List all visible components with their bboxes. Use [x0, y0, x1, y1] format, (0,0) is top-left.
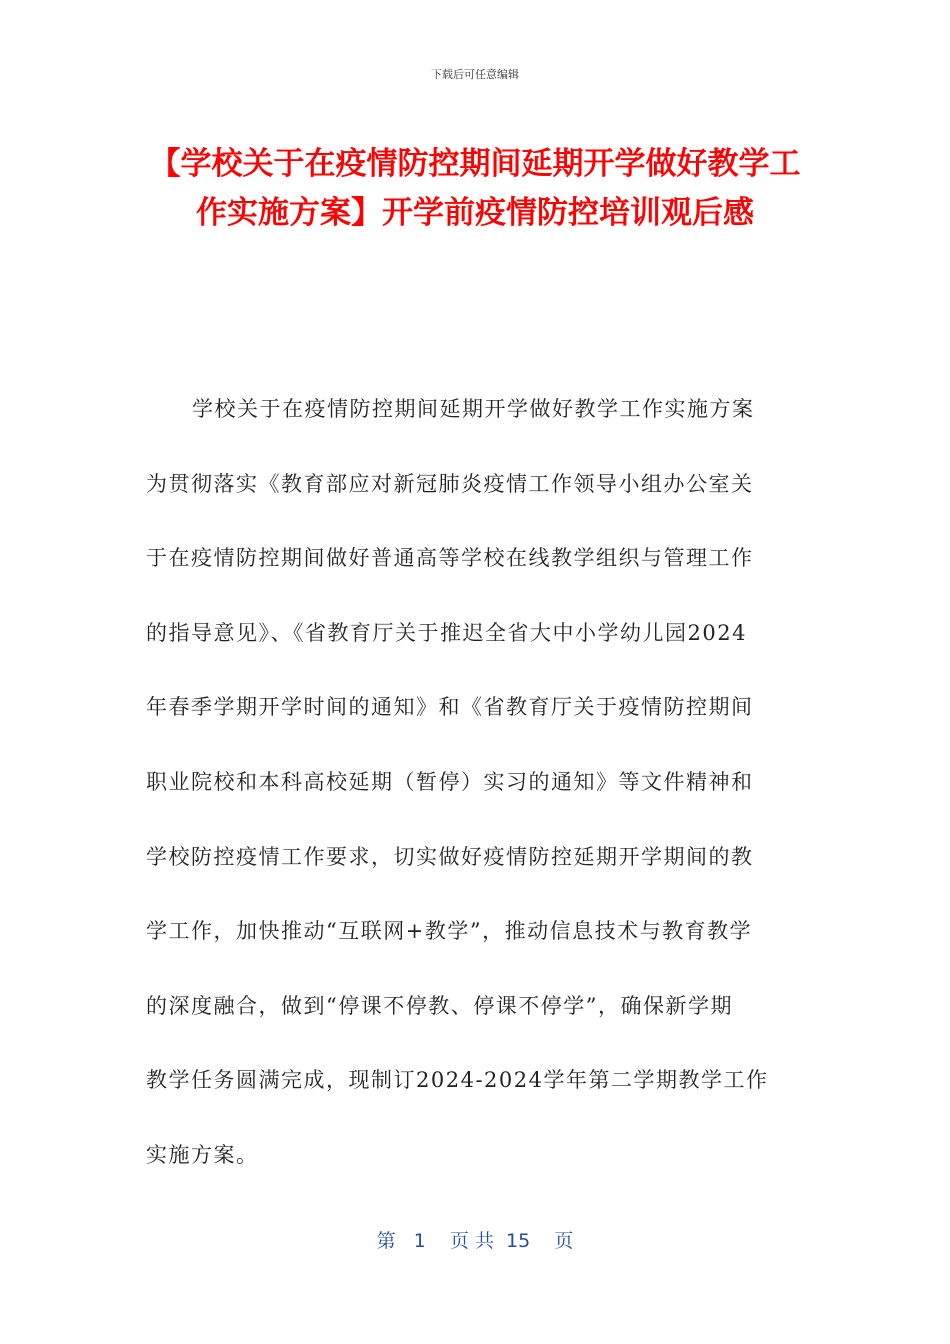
body-line: 实施方案。	[146, 1142, 259, 1167]
body-line: 的深度融合，做到“停课不停教、停课不停学”，确保新学期	[146, 993, 733, 1018]
page-number-footer: 第 1 页 共 15 页	[376, 1230, 574, 1252]
body-line: 为贯彻落实《教育部应对新冠肺炎疫情工作领导小组办公室关	[146, 471, 754, 496]
body-line: 学校关于在疫情防控期间延期开学做好教学工作实施方案	[192, 397, 755, 421]
body-line: 学工作，加快推动“互联网+教学”，推动信息技术与教育教学	[146, 919, 753, 944]
body-line: 教学任务圆满完成，现制订2024-2024学年第二学期教学工作	[146, 1068, 769, 1093]
body-line: 职业院校和本科高校延期（暂停）实习的通知》等文件精神和	[146, 769, 754, 794]
body-line: 的指导意见》、《省教育厅关于推迟全省大中小学幼儿园2024	[146, 620, 747, 645]
document-body	[146, 372, 814, 1193]
body-line: 年春季学期开学时间的通知》和《省教育厅关于疫情防控期间	[146, 695, 754, 720]
document-title: 【学校关于在疫情防控期间延期开学做好教学工作实施方案】开学前疫情防控培训观后感	[149, 146, 801, 231]
body-line: 于在疫情防控期间做好普通高等学校在线教学组织与管理工作	[146, 546, 754, 571]
page-header-note: 下载后可任意编辑	[431, 68, 519, 81]
body-line: 学校防控疫情工作要求，切实做好疫情防控延期开学期间的教	[146, 844, 754, 869]
